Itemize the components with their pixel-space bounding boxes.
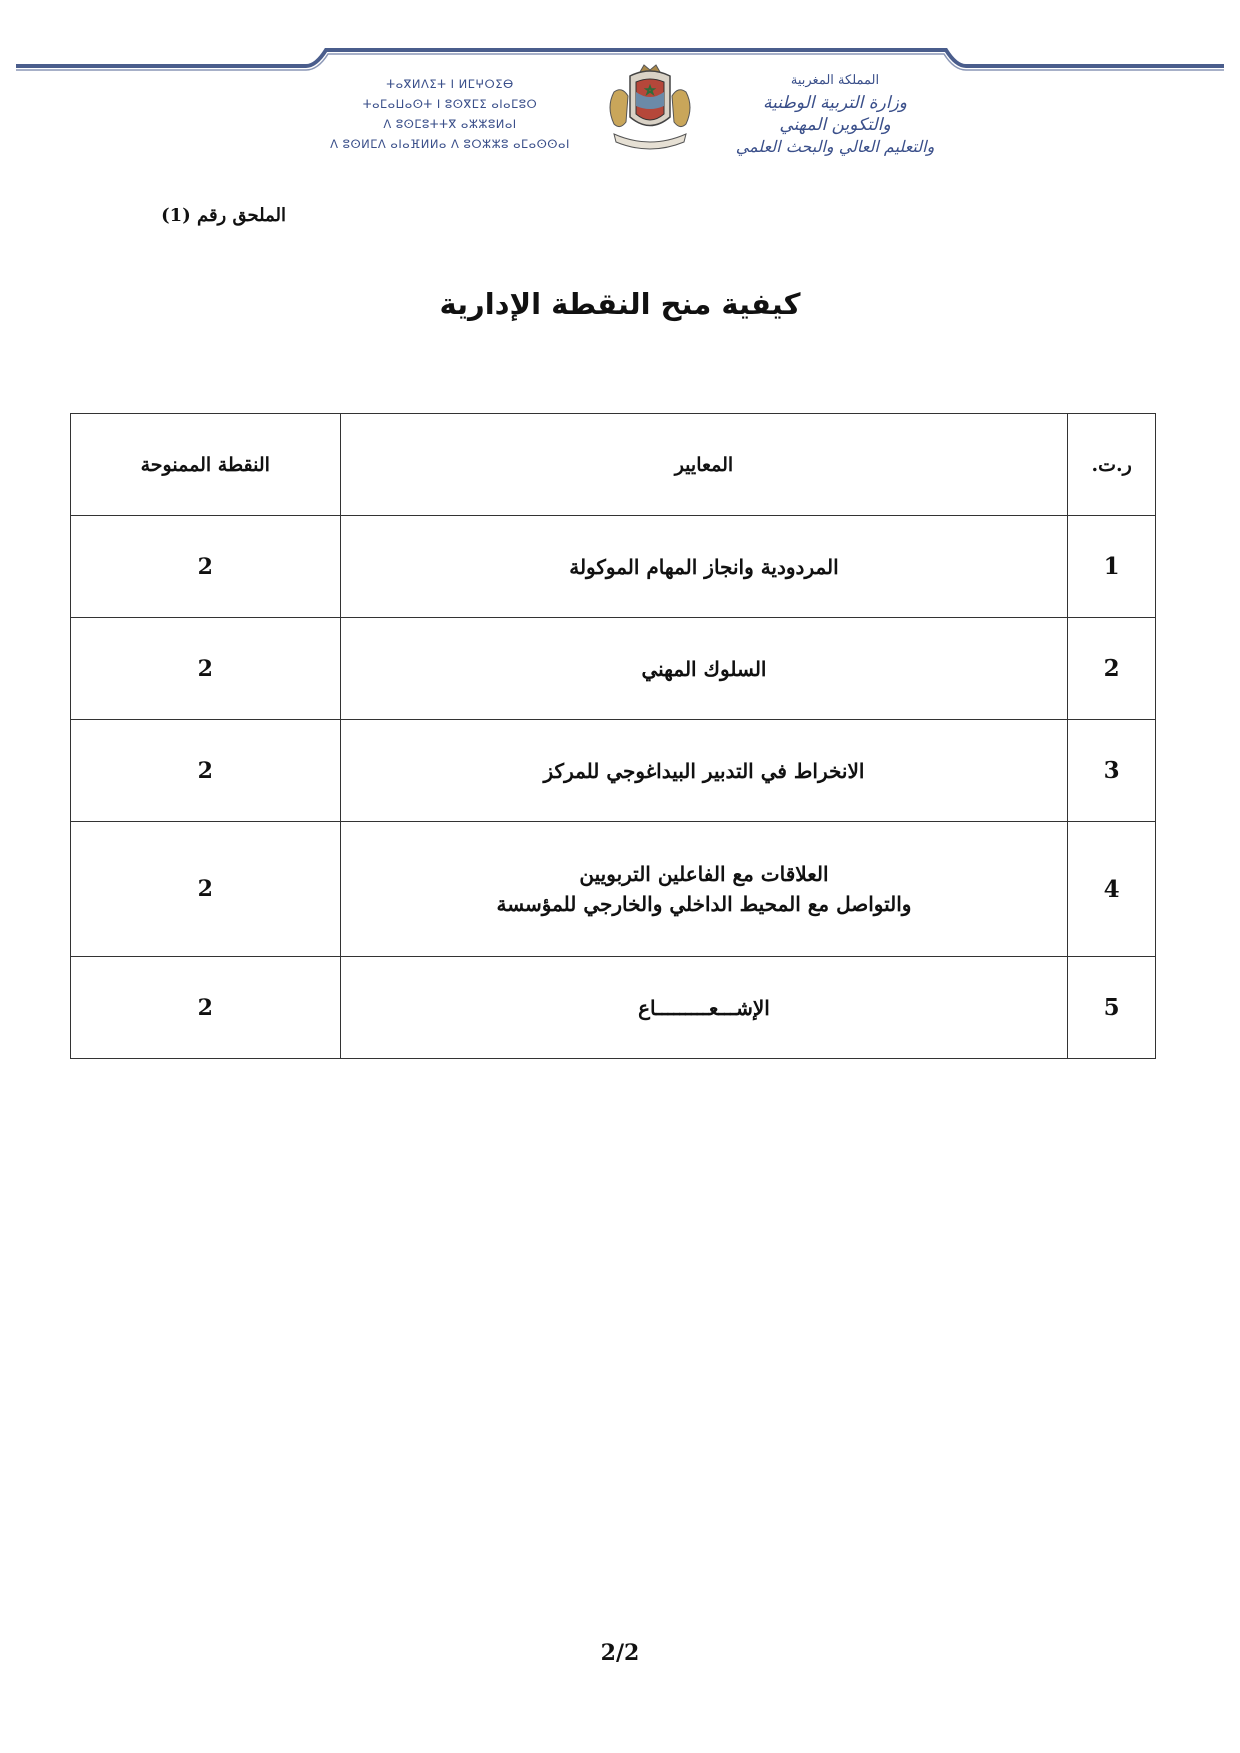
row-number: 5 <box>1068 957 1156 1059</box>
row-criteria <box>340 618 1068 720</box>
row-criteria <box>340 516 1068 618</box>
header-kingdom-label: المملكة المغربية <box>790 73 880 88</box>
criteria-text: الإشـــعـــــــــاع <box>638 995 770 1020</box>
row-number: 2 <box>1068 618 1156 720</box>
annex-label: الملحق رقم (1) <box>161 205 286 226</box>
table-row <box>71 618 1156 720</box>
coat-of-arms-icon <box>600 62 700 157</box>
table-row <box>71 822 1156 957</box>
row-criteria <box>340 957 1068 1059</box>
header-ministry-line: والتكوين المهني <box>779 115 891 135</box>
row-number: 3 <box>1068 720 1156 822</box>
table-row <box>71 516 1156 618</box>
criteria-text: السلوك المهني <box>641 656 767 681</box>
table-header-row <box>71 414 1156 516</box>
criteria-text: العلاقات مع الفاعلين التربويين <box>579 862 829 886</box>
tifinagh-line: ⴷ ⵓⵙⵍⵎⴷ ⴰⵏⴰⴼⵍⵍⴰ ⴷ ⵓⵔⵣⵣⵓ ⴰⵎⴰⵙⵙⴰⵏ <box>330 137 570 151</box>
header-ministry-arabic <box>690 70 980 158</box>
criteria-text: والتواصل مع المحيط الداخلي والخارجي للمؤسسة <box>496 892 912 916</box>
table-row <box>71 957 1156 1059</box>
table-row <box>71 720 1156 822</box>
row-points: 2 <box>71 957 341 1059</box>
criteria-table <box>70 413 1156 1059</box>
page-title: كيفية منح النقطة الإدارية <box>439 287 801 321</box>
row-number: 4 <box>1068 822 1156 957</box>
row-criteria <box>340 822 1068 957</box>
header-criteria: المعايير <box>340 414 1068 516</box>
header-ministry-line: وزارة التربية الوطنية <box>762 93 908 113</box>
row-points: 2 <box>71 618 341 720</box>
row-points: 2 <box>71 720 341 822</box>
row-number: 1 <box>1068 516 1156 618</box>
criteria-text: المردودية وانجاز المهام الموكولة <box>569 554 839 579</box>
tifinagh-line: ⵜⴰⵎⴰⵡⴰⵙⵜ ⵏ ⵓⵙⴳⵎⵉ ⴰⵏⴰⵎⵓⵔ <box>362 97 538 111</box>
header-ministry-line: والتعليم العالي والبحث العلمي <box>735 137 935 156</box>
row-points: 2 <box>71 822 341 957</box>
tifinagh-line: ⵜⴰⴳⵍⴷⵉⵜ ⵏ ⵍⵎⵖⵔⵉⴱ <box>386 77 514 91</box>
header-number: ر.ت. <box>1068 414 1156 516</box>
criteria-text: الانخراط في التدبير البيداغوجي للمركز <box>543 758 865 783</box>
row-points: 2 <box>71 516 341 618</box>
tifinagh-line: ⴷ ⵓⵙⵎⵓⵜⵜⴳ ⴰⵣⵣⵓⵍⴰⵏ <box>383 117 517 131</box>
row-criteria <box>340 720 1068 822</box>
header-tifinagh <box>300 74 600 154</box>
header-points: النقطة الممنوحة <box>71 414 341 516</box>
page-number: 2/2 <box>600 1640 640 1666</box>
